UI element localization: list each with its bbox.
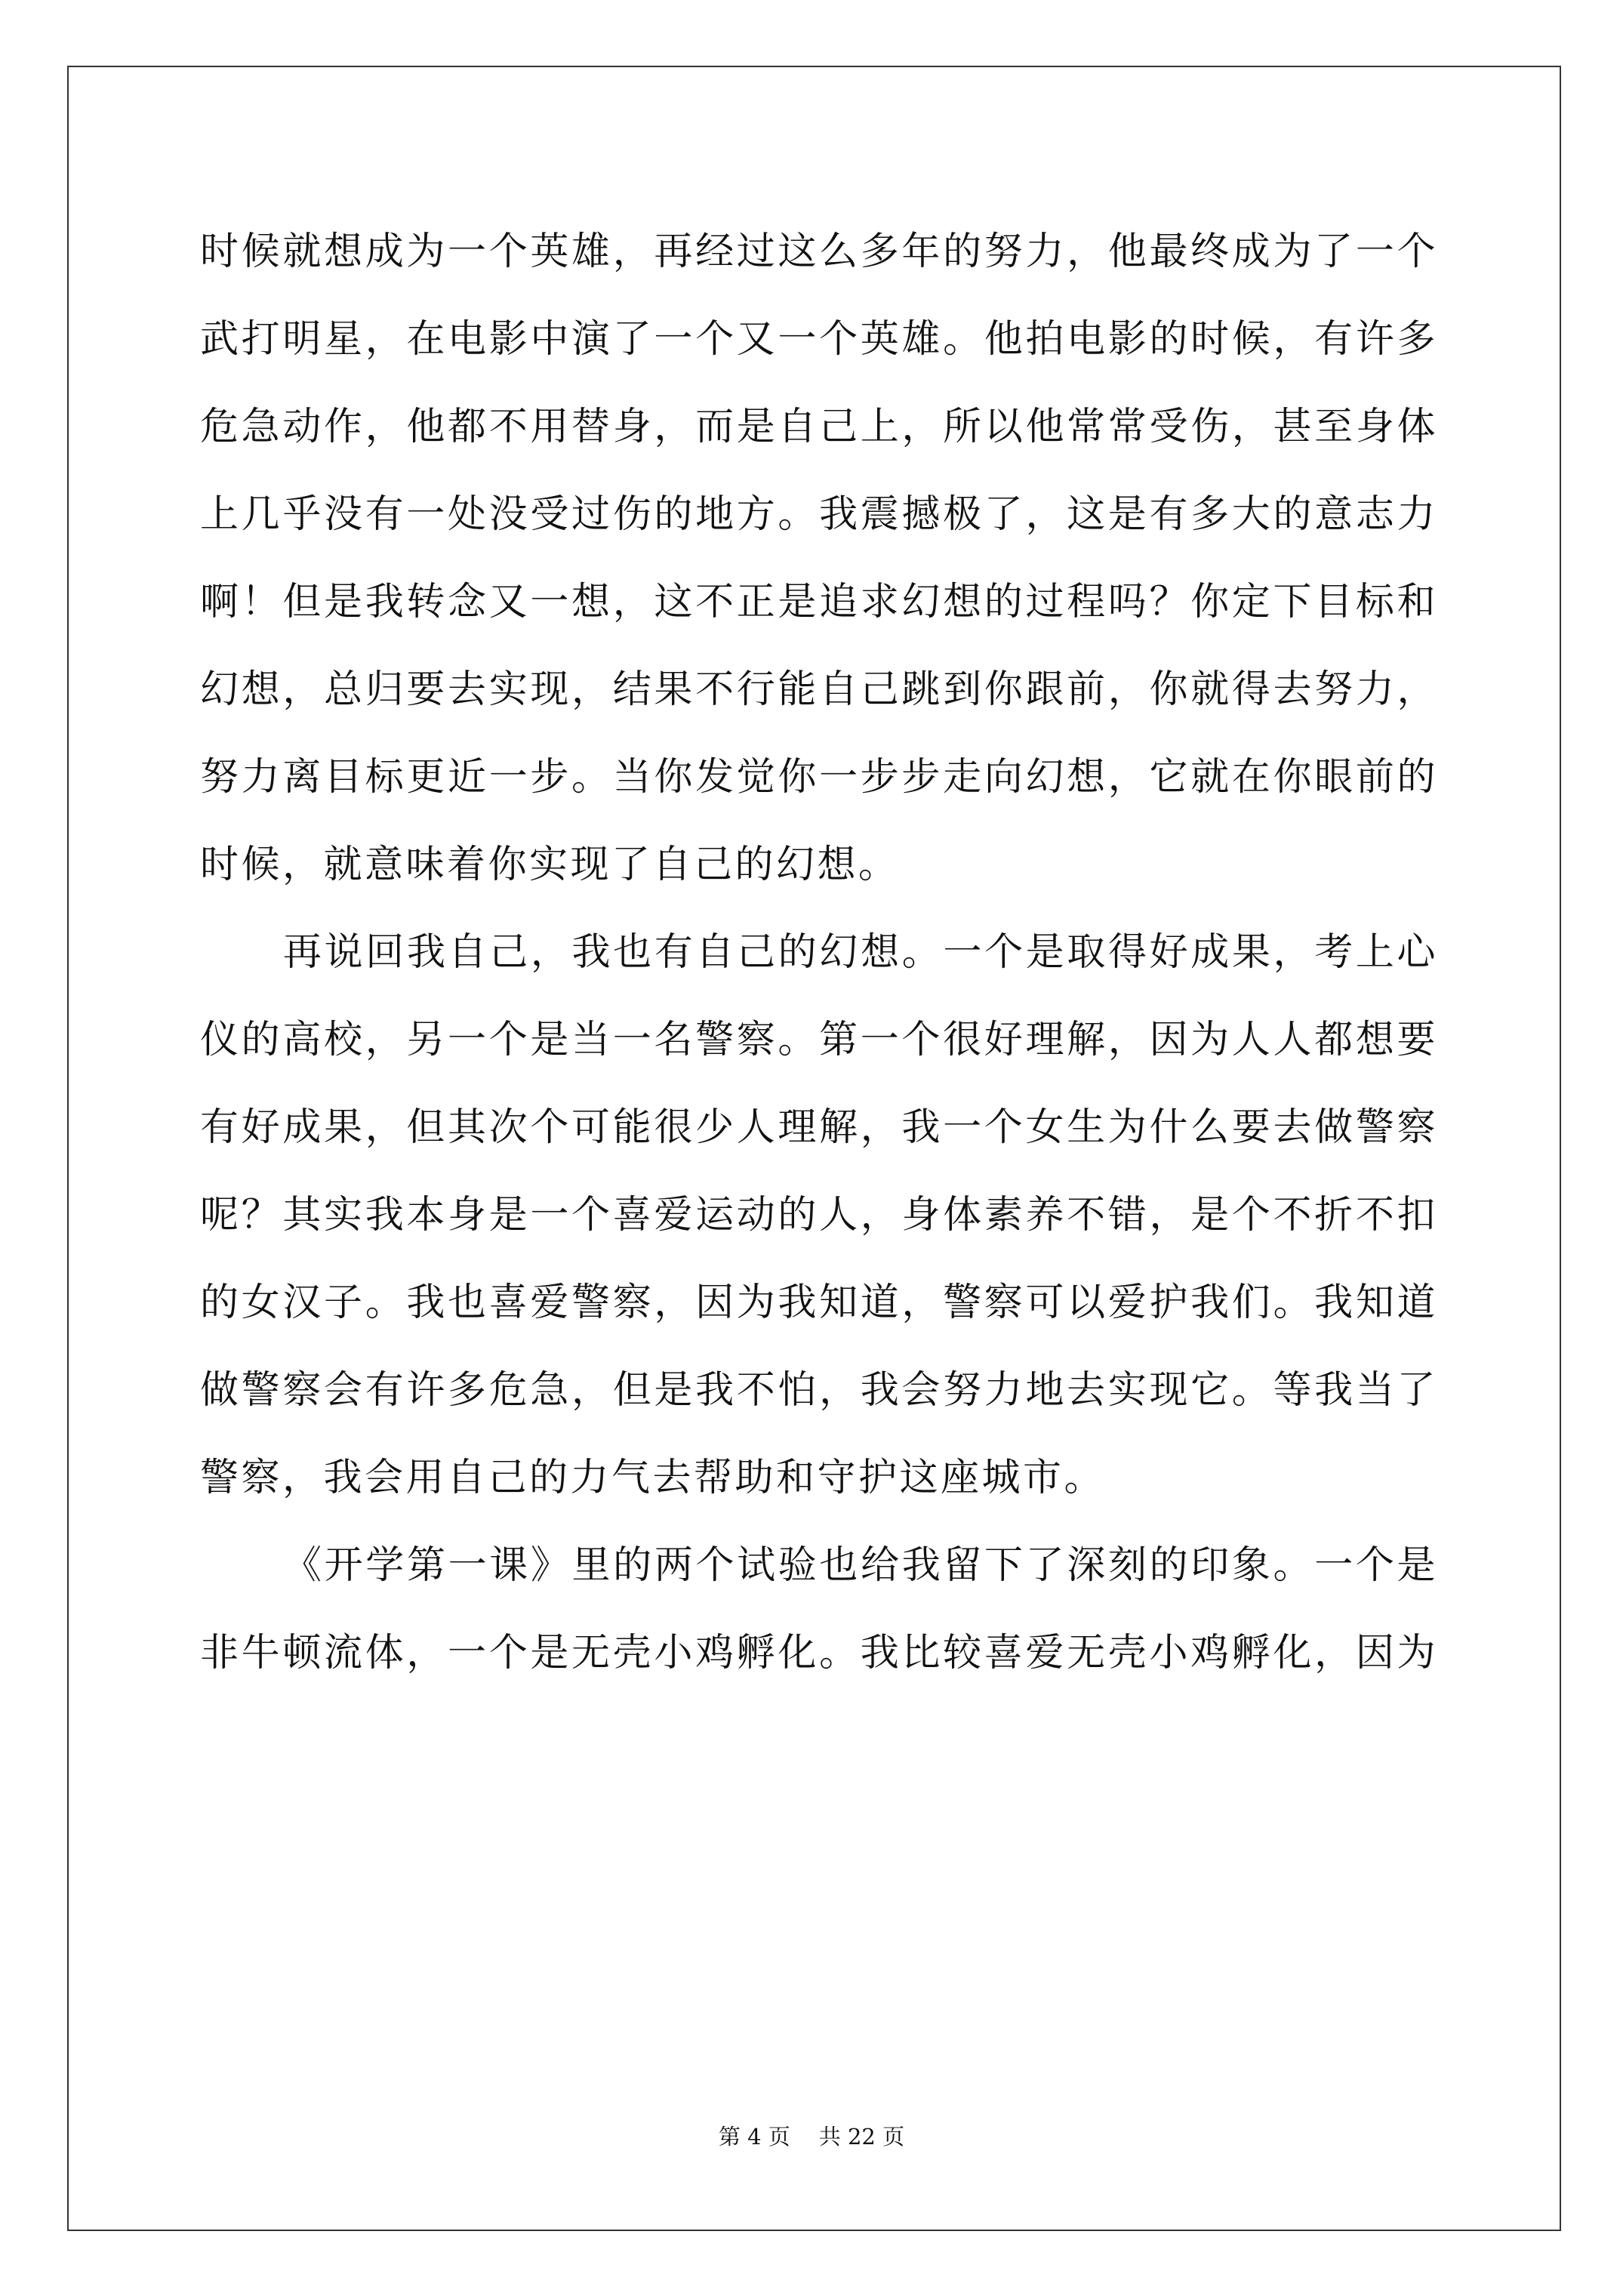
text-line-paragraph-start: 《开学第一课》里的两个试验也给我留下了深刻的印象。一个是 <box>283 1543 1438 1588</box>
text-line: 时候就想成为一个英雄，再经过这么多年的努力，他最终成为了一个 <box>200 230 1438 274</box>
text-line: 呢？其实我本身是一个喜爱运动的人，身体素养不错，是个不折不扣 <box>200 1193 1438 1237</box>
text-line-paragraph-end: 警察，我会用自己的力气去帮助和守护这座城市。 <box>200 1456 1106 1500</box>
text-line-paragraph-start: 再说回我自己，我也有自己的幻想。一个是取得好成果，考上心 <box>283 930 1438 975</box>
text-line-paragraph-end: 时候，就意味着你实现了自己的幻想。 <box>200 843 900 887</box>
page-footer <box>0 2120 1623 2151</box>
page-total: 共 22 页 <box>818 2124 905 2150</box>
text-line: 仪的高校，另一个是当一名警察。第一个很好理解，因为人人都想要 <box>200 1018 1438 1062</box>
text-line: 的女汉子。我也喜爱警察，因为我知道，警察可以爱护我们。我知道 <box>200 1281 1438 1325</box>
text-line: 做警察会有许多危急，但是我不怕，我会努力地去实现它。等我当了 <box>200 1368 1438 1413</box>
text-line: 非牛顿流体，一个是无壳小鸡孵化。我比较喜爱无壳小鸡孵化，因为 <box>200 1631 1438 1675</box>
text-line: 危急动作，他都不用替身，而是自己上，所以他常常受伤，甚至身体 <box>200 405 1438 449</box>
text-line: 武打明星，在电影中演了一个又一个英雄。他拍电影的时候，有许多 <box>200 317 1438 362</box>
page-number: 第 4 页 <box>718 2124 790 2150</box>
text-line: 努力离目标更近一步。当你发觉你一步步走向幻想，它就在你眼前的 <box>200 755 1438 800</box>
text-line: 幻想，总归要去实现，结果不行能自己跳到你跟前，你就得去努力， <box>200 667 1438 712</box>
text-line: 啊！但是我转念又一想，这不正是追求幻想的过程吗？你定下目标和 <box>200 580 1438 624</box>
text-line: 有好成果，但其次个可能很少人理解，我一个女生为什么要去做警察 <box>200 1105 1438 1150</box>
document-body <box>200 208 1438 1697</box>
text-line: 上几乎没有一处没受过伤的地方。我震撼极了，这是有多大的意志力 <box>200 492 1438 537</box>
